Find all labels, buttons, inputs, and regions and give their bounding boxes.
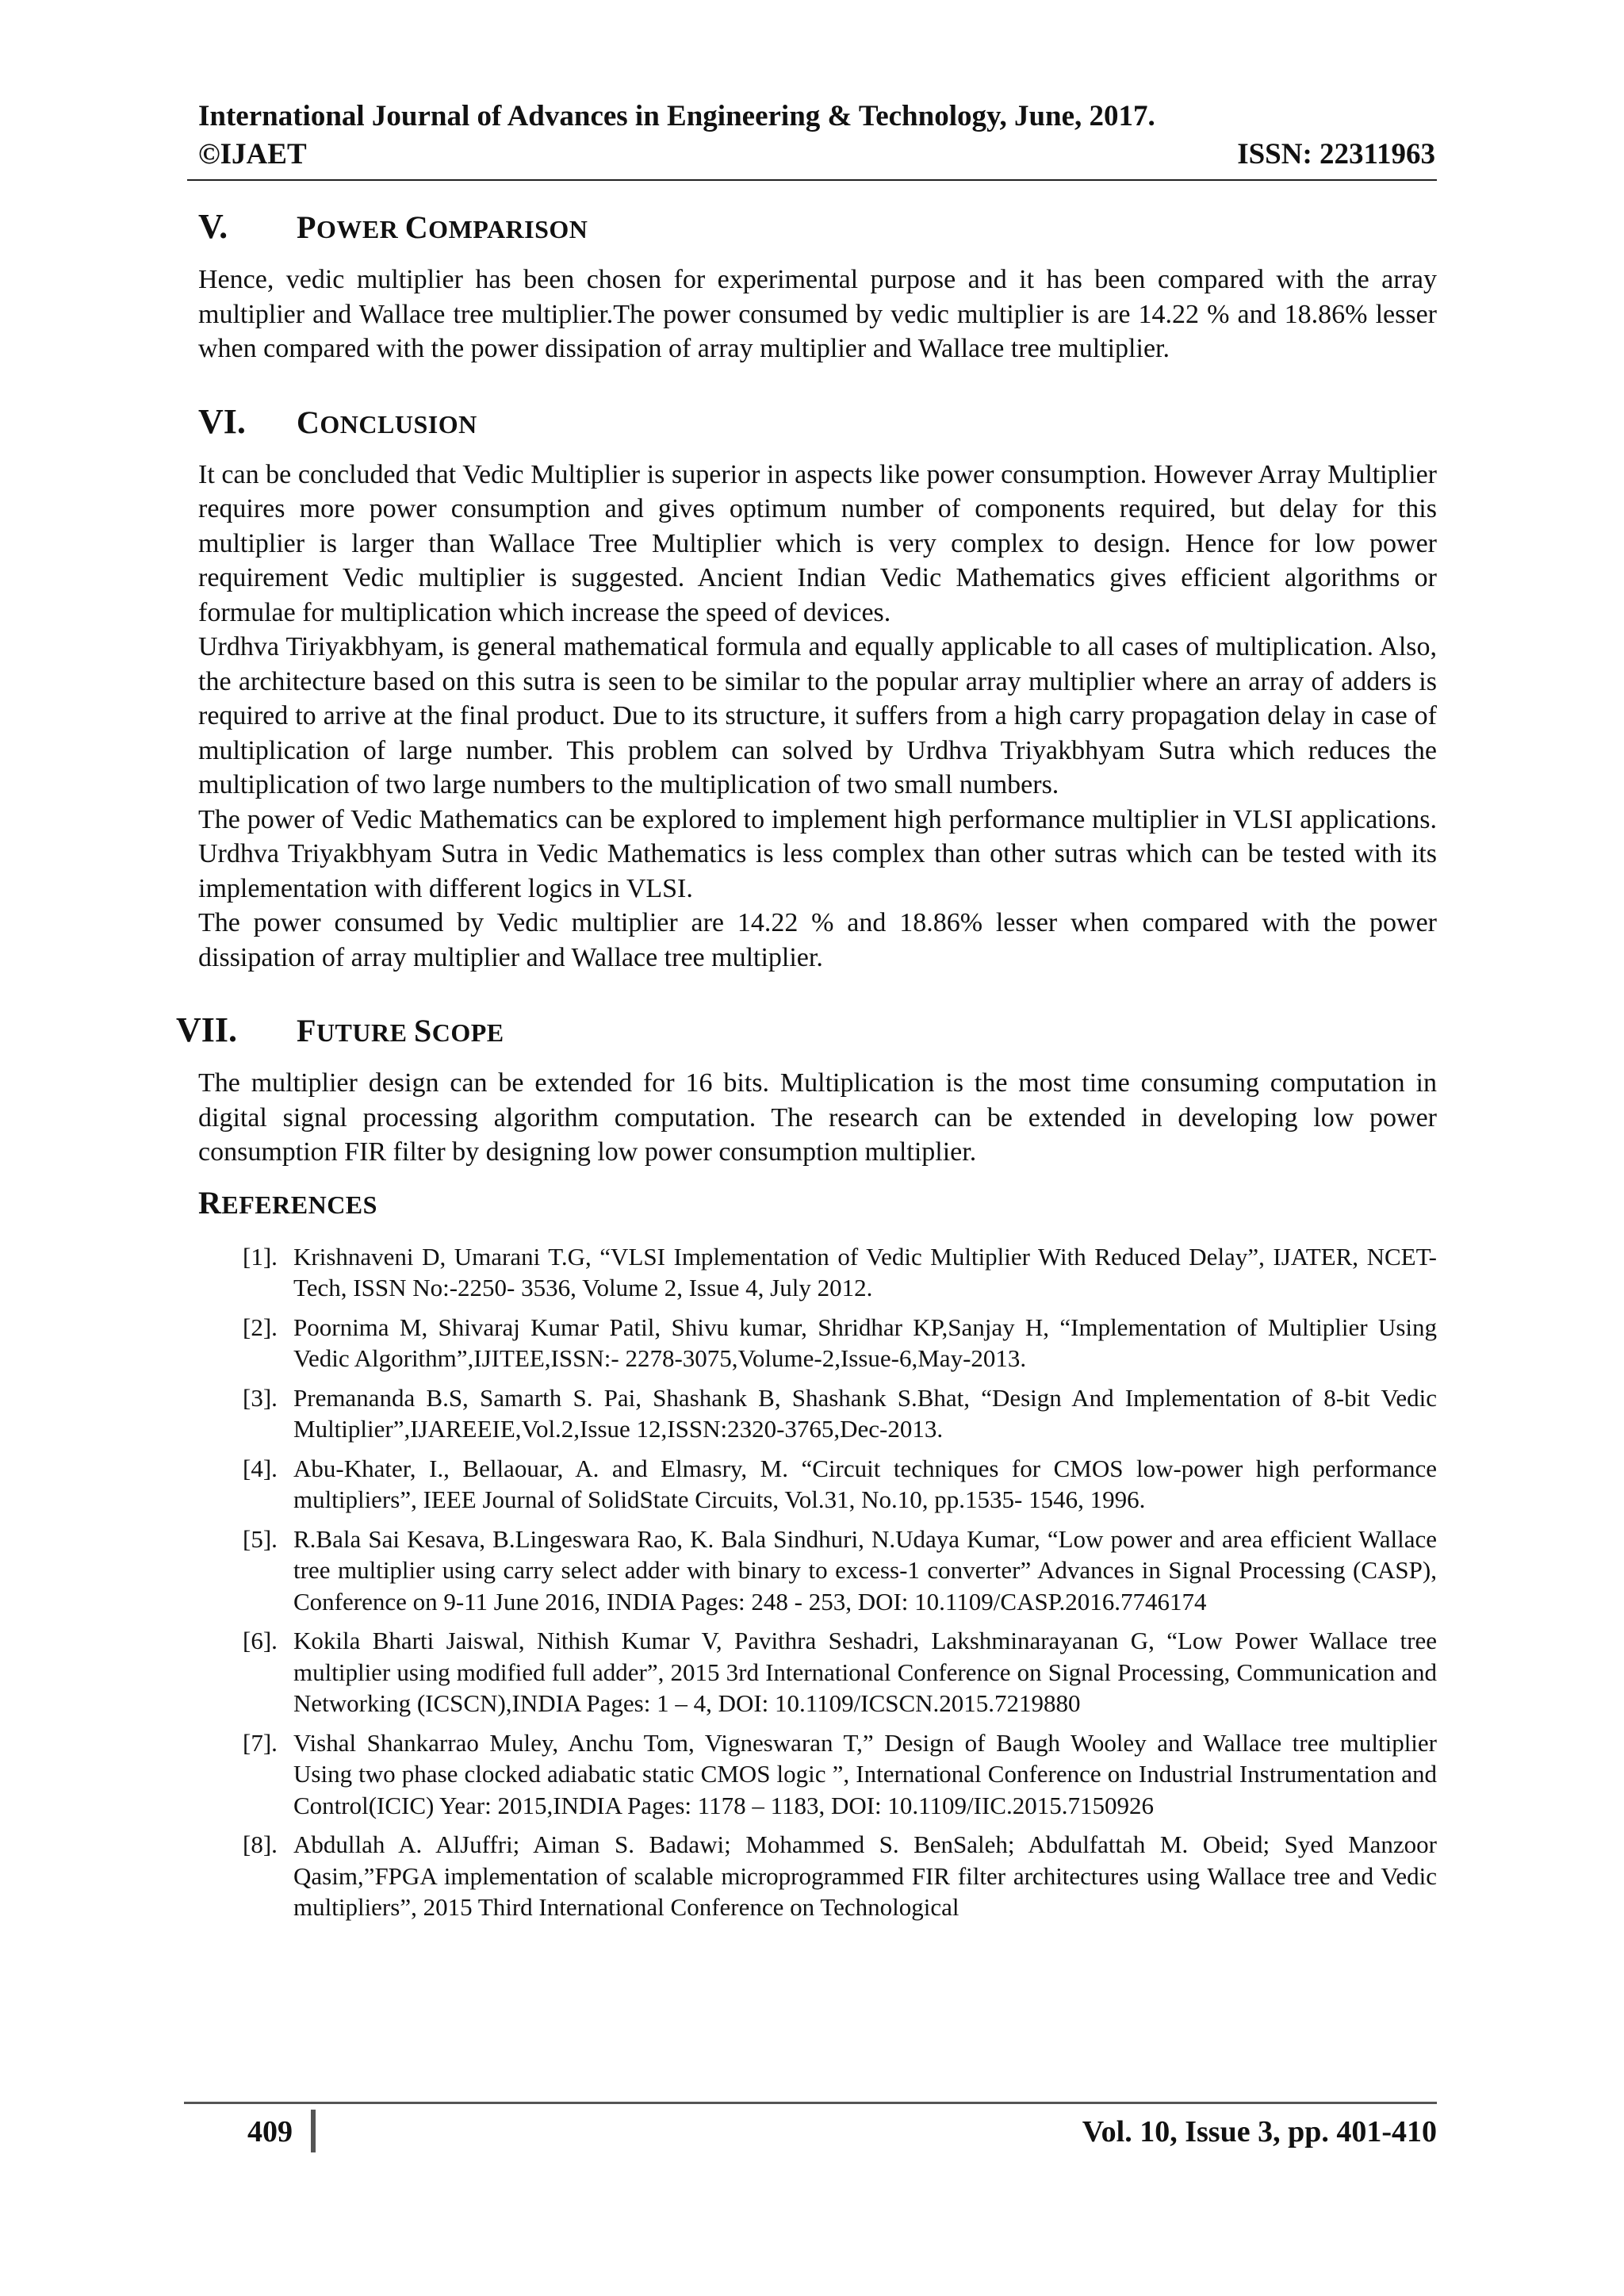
reference-item [243,1382,1437,1445]
main-content [176,195,1437,1931]
reference-text: Poornima M, Shivaraj Kumar Patil, Shivu kumar, Shridhar KP,Sanjay H, “Implementation of Multiplier Using Vedic Algorithm”,IJITEE,ISSN:- 2278-3075,Volume-2,Issue-6,May-2013. [293,1313,1437,1372]
header-line-2 [198,136,1435,173]
reference-text: Vishal Shankarrao Muley, Anchu Tom, Vigneswaran T,” Design of Baugh Wooley and Wallace tree multiplier Using two phase clocked adiabatic static CMOS logic ”, International Conference on Industrial Instrumentation and Control(ICIC) Year: 2015,INDIA Pages: 1178 – 1183, DOI: 10.1109/IIC.2015.7150926 [293,1728,1437,1819]
section-title: FUTURE SCOPE [297,1013,504,1048]
reference-number: [2]. [243,1313,278,1341]
footer-rule [184,2102,1437,2104]
reference-item [243,1727,1437,1822]
section-number: VII. [176,1010,238,1049]
paragraph: The power of Vedic Mathematics can be explored to implement high performance multiplier in VLSI applications. Urdhva Triyakbhyam Sutra in Vedic Mathematics is less complex than other sutras which can be tested with its implementation with different logics in VLSI. [198,804,1437,903]
page-number: 409 [247,2115,293,2148]
reference-text: R.Bala Sai Kesava, B.Lingeswara Rao, K. Bala Sindhuri, N.Udaya Kumar, “Low power and area efficient Wallace tree multiplier using carry select adder with binary to excess-1 converter” Advances in Signal Processing (CASP), Conference on 9-11 June 2016, INDIA Pages: 248 - 253, DOI: 10.1109/CASP.2016.7746174 [293,1524,1437,1616]
reference-text: Abdullah A. AlJuffri; Aiman S. Badawi; Mohammed S. BenSaleh; Abdulfattah M. Obeid; Syed Manzoor Qasim,”FPGA implementation of scalable microprogrammed FIR filter architectures using Wallace tree and Vedic multipliers”, 2015 Third International Conference on Technological [293,1830,1437,1921]
reference-number: [1]. [243,1242,278,1271]
section-heading-future-scope [176,1008,1437,1055]
reference-number: [6]. [243,1627,278,1654]
reference-text: Kokila Bharti Jaiswal, Nithish Kumar V, Pavithra Seshadri, Lakshminarayanan G, “Low Power Wallace tree multiplier using modified full adder”, 2015 3rd International Conference on Signal Processing, Communication and Networking (ICSCN),INDIA Pages: 1 – 4, DOI: 10.1109/ICSCN.2015.7219880 [293,1627,1437,1717]
section-title: CONCLUSION [297,404,477,440]
reference-number: [4]. [243,1454,278,1482]
section-title: POWER COMPARISON [297,209,588,245]
reference-number: [8]. [243,1830,278,1858]
header-rule [187,179,1437,181]
reference-number: [3]. [243,1383,278,1412]
reference-item [243,1625,1437,1719]
section-number: V. [198,207,228,246]
reference-item [243,1312,1437,1374]
section-heading-conclusion [198,400,1437,447]
journal-title: International Journal of Advances in Engineering & Technology, June, 2017. [198,100,1155,132]
reference-item [243,1829,1437,1923]
references-heading: REFERENCES [198,1184,377,1221]
reference-number: [5]. [243,1524,278,1553]
volume-info: Vol. 10, Issue 3, pp. 401-410 [1082,2115,1437,2148]
section-number: VI. [198,401,246,441]
paragraph: The power consumed by Vedic multiplier are 14.22 % and 18.86% lesser when compared with the power dissipation of array multiplier and Wallace tree multiplier. [198,908,1437,972]
reference-item [243,1453,1437,1516]
reference-number: [7]. [243,1728,278,1757]
paragraph: It can be concluded that Vedic Multiplier is superior in aspects like power consumption. However Array Multiplier requires more power consumption and gives optimum number of components required, but delay for this multiplier is larger than Wallace Tree Multiplier which is very complex to design. Hence for low power requirement Vedic multiplier is suggested. Ancient Indian Vedic Mathematics gives efficient algorithms or formulae for multiplication which increase the speed of devices. [198,459,1437,627]
reference-list [243,1241,1437,1923]
paragraph: The multiplier design can be extended for 16 bits. Multiplication is the most time consuming computation in digital signal processing algorithm computation. The research can be extended in developing low power consumption FIR filter by designing low power consumption multiplier. [198,1068,1437,1167]
reference-text: Krishnaveni D, Umarani T.G, “VLSI Implementation of Vedic Multiplier With Reduced Delay”, IJATER, NCET-Tech, ISSN No:-2250- 3536, Volume 2, Issue 4, July 2012. [293,1242,1437,1301]
reference-item [243,1241,1437,1304]
reference-text: Abu-Khater, I., Bellaouar, A. and Elmasry, M. “Circuit techniques for CMOS low-power high performance multipliers”, IEEE Journal of SolidState Circuits, Vol.31, No.10, pp.1535- 1546, 1996. [293,1454,1437,1513]
footer-divider [311,2110,316,2152]
paragraph: Hence, vedic multiplier has been chosen for experimental purpose and it has been compared with the array multiplier and Wallace tree multiplier.The power consumed by vedic multiplier is are 14.22 % and 18.86% lesser when compared with the power dissipation of array multiplier and Wallace tree multiplier. [198,265,1437,363]
reference-text: Premananda B.S, Samarth S. Pai, Shashank B, Shashank S.Bhat, “Design And Implementation of 8-bit Vedic Multiplier”,IJAREEIE,Vol.2,Issue 12,ISSN:2320-3765,Dec-2013. [293,1383,1437,1443]
paragraph: Urdhva Tiriyakbhyam, is general mathematical formula and equally applicable to all cases of multiplication. Also, the architecture based on this sutra is seen to be similar to the popular array multiplier where an array of adders is required to arrive at the final product. Due to its structure, it suffers from a high carry propagation delay in case of multiplication of large number. This problem can solved by Urdhva Triyakbhyam Sutra which reduces the multiplication of two large numbers to the multiplication of two small numbers. [198,632,1437,799]
copyright: ©IJAET [198,138,307,171]
reference-item [243,1524,1437,1618]
issn: ISSN: 22311963 [1237,138,1435,171]
section-heading-power-comparison [198,205,1437,251]
